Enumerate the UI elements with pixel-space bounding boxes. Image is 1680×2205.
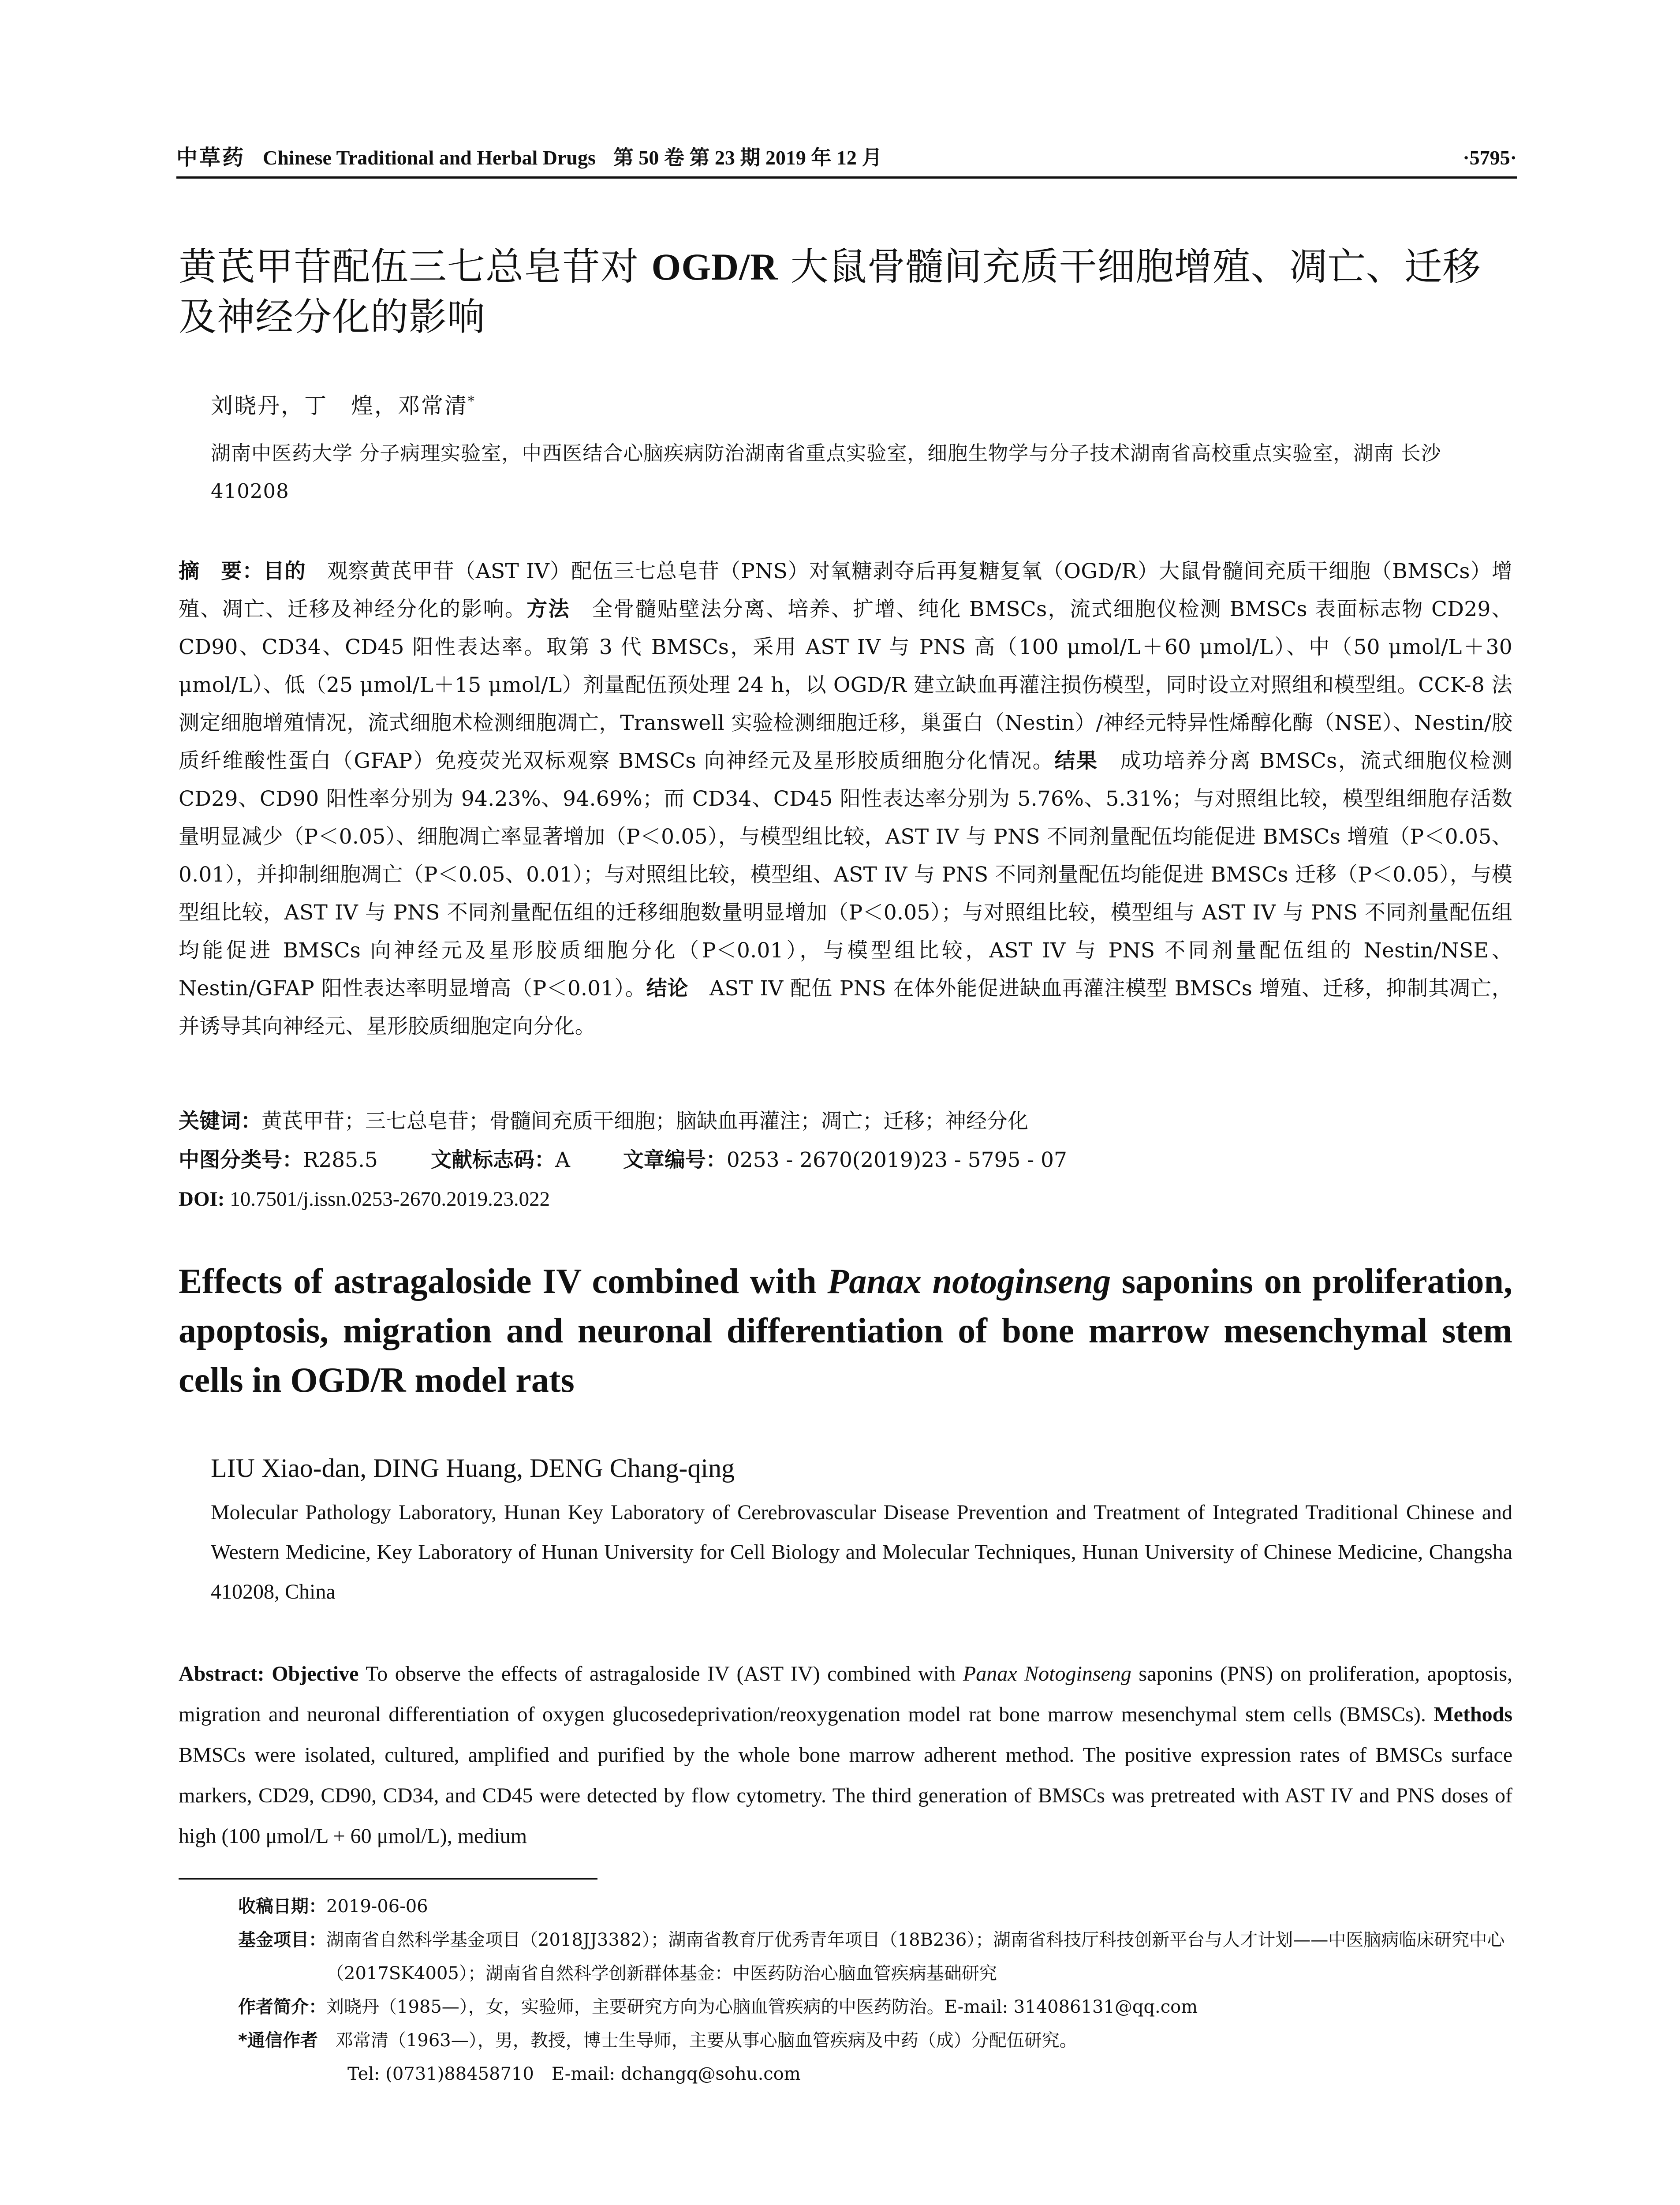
clc-value: R285.5 [303, 1148, 378, 1172]
doc-value: A [555, 1148, 570, 1172]
methods-label-cn: 方法 [526, 597, 570, 621]
abstract-cn-label: 摘 要： [179, 559, 264, 583]
article-value: 0253 - 2670(2019)23 - 5795 - 07 [726, 1148, 1067, 1172]
abstract-en-label: Abstract: Objective [179, 1662, 359, 1686]
footnote-received [238, 1890, 1512, 1923]
title-cn-latin: OGD/R [651, 246, 778, 288]
doi-line [179, 1180, 1512, 1218]
methods-text-en: BMSCs were isolated, cultured, amplified and purified by the whole bone marrow adherent method. The positive expression rates of BMSCs surface markers, CD29, CD90, CD34, and CD45 were detected by flow cytometry. The third generation of BMSCs was pretreated with AST IV and PNS doses of high (100 μmol/L + 60 μmol/L), medium [179, 1743, 1512, 1848]
title-en-italic: Panax notoginseng [827, 1262, 1111, 1301]
objective-text-en-b: saponins (PNS) on proliferation, apoptosis, migration and neuronal differentiation of oxygen glucosedeprivation/reoxygenation model rat bone marrow mesenchymal stem cells (BMSCs). [179, 1662, 1513, 1726]
affiliation-cn: 湖南中医药大学 分子病理实验室，中西医结合心脑疾病防治湖南省重点实验室，细胞生物学与分子技术湖南省高校重点实验室，湖南 长沙 410208 [211, 441, 1441, 503]
objective-text-en-a: To observe the effects of astragaloside IV (AST IV) combined with [358, 1662, 963, 1686]
journal-name-cn: 中草药 [176, 145, 246, 170]
fund-text: 湖南省自然科学基金项目（2018JJ3382）；湖南省教育厅优秀青年项目（18B236）；湖南省科技厅科技创新平台与人才计划——中医脑病临床研究中心（2017SK4005）；湖南省自然科学创新群体基金：中医药防治心脑血管疾病基础研究 [326, 1930, 1505, 1984]
header-rule [176, 176, 1517, 179]
fund-label: 基金项目： [238, 1930, 326, 1950]
authors-cn [211, 388, 476, 420]
corresponding-contact: Tel: (0731)88458710 E-mail: dchangq@sohu.com [347, 2064, 801, 2084]
affiliation-en: Molecular Pathology Laboratory, Hunan Key Laboratory of Cerebrovascular Disease Prevention and Treatment of Integrated Traditional Chinese and Western Medicine, Key Laboratory of Hunan University for Cell Biology and Molecular Techniques, Hunan University of Chinese Medicine, Changsha 410208, China [211, 1501, 1512, 1603]
objective-label-cn: 目的 [263, 559, 306, 583]
running-header-left [176, 140, 882, 171]
abstract-en [179, 1654, 1512, 1857]
doi-label: DOI: [179, 1188, 225, 1211]
footnote-author [238, 1990, 1512, 2024]
title-en-part2: saponins on proliferation, apoptosis, migration and neuronal differentiation of bone marrow mesenchymal stem cells in OGD/R model rats [179, 1262, 1513, 1400]
conclusion-text-cn: AST IV 配伍 PNS 在体外能促进缺血再灌注模型 BMSCs 增殖、迁移，抑制其凋亡，并诱导其向神经元、星形胶质细胞定向分化。 [179, 976, 1512, 1039]
methods-text-cn: 全骨髓贴壁法分离、培养、扩增、纯化 BMSCs，流式细胞仪检测 BMSCs 表面标志物 CD29、CD90、CD34、CD45 阳性表达率。取第 3 代 BMSCs，采用 AST IV 与 PNS 高（100 μmol/L＋60 μmol/L）、中（50 μmol/L＋30 μmol/L）、低（25 μmol/L＋15 μmol/L）剂量配伍预处理 24 h，以 OGD/R 建立缺血再灌注损伤模型，同时设立对照组和模型组。CCK-8 法测定细胞增殖情况，流式细胞术检测细胞凋亡，Transwell 实验检测细胞迁移，巢蛋白（Nestin）/神经元特异性烯醇化酶（NSE）、Nestin/胶质纤维酸性蛋白（GFAP）免疫荧光双标观察 BMSCs 向神经元及星形胶质细胞分化情况。 [179, 597, 1512, 773]
results-text-cn: 成功培养分离 BMSCs，流式细胞仪检测 CD29、CD90 阳性率分别为 94.23%、94.69%；而 CD34、CD45 阳性表达率分别为 5.76%、5.31%；与对照组比较，模型组细胞存活数量明显减少（P＜0.05）、细胞凋亡率显著增加（P＜0.05），与模型组比较，AST IV 与 PNS 不同剂量配伍均能促进 BMSCs 增殖（P＜0.05、0.01），并抑制细胞凋亡（P＜0.05、0.01）；与对照组比较，模型组、AST IV 与 PNS 不同剂量配伍均能促进 BMSCs 迁移（P＜0.05），与模型组比较，AST IV 与 PNS 不同剂量配伍组的迁移细胞数量明显增加（P＜0.05）；与对照组比较，模型组与 AST IV 与 PNS 不同剂量配伍组均能促进 BMSCs 向神经元及星形胶质细胞分化（P＜0.01），与模型组比较，AST IV 与 PNS 不同剂量配伍组的 Nestin/NSE、Nestin/GFAP 阳性表达率明显增高（P＜0.01）。 [179, 749, 1513, 1001]
footnote-fund [238, 1923, 1512, 1990]
footnotes [238, 1890, 1512, 2091]
clc-label: 中图分类号： [179, 1148, 303, 1172]
keywords-cn [179, 1102, 1512, 1140]
clc-code [179, 1141, 378, 1179]
corresponding-text: 邓常清（1963—），男，教授，博士生导师，主要从事心脑血管疾病及中药（成）分配伍研究。 [317, 2030, 1077, 2051]
objective-italic-en: Panax Notoginseng [963, 1662, 1131, 1686]
authors-cn-names: 刘晓丹，丁 煌，邓常清 [211, 393, 468, 419]
objective-text-cn: 观察黄芪甲苷（AST IV）配伍三七总皂苷（PNS）对氧糖剥夺后再复糖复氧（OGD/R）大鼠骨髓间充质干细胞（BMSCs）增殖、凋亡、迁移及神经分化的影响。 [179, 559, 1512, 621]
received-label: 收稿日期： [238, 1896, 326, 1917]
footnote-rule [179, 1878, 597, 1880]
article-number [623, 1141, 1067, 1179]
classification-line [179, 1141, 1512, 1179]
conclusion-label-cn: 结论 [646, 976, 689, 1001]
keywords-label: 关键词： [179, 1109, 261, 1133]
issue-info: 第 50 卷 第 23 期 2019 年 12 月 [613, 146, 882, 169]
abstract-cn [179, 553, 1512, 1046]
authors-en: LIU Xiao-dan, DING Huang, DENG Chang-qing [211, 1454, 735, 1483]
methods-label-en: Methods [1434, 1703, 1512, 1726]
article-label: 文章编号： [623, 1148, 727, 1172]
doi-link[interactable]: 10.7501/j.issn.0253-2670.2019.23.022 [224, 1188, 550, 1211]
journal-name-en: Chinese Traditional and Herbal Drugs [263, 146, 596, 169]
title-cn [179, 242, 1512, 342]
doc-label: 文献标志码： [430, 1148, 555, 1172]
page-number: ·5795· [1463, 146, 1517, 169]
received-date: 2019-06-06 [326, 1896, 428, 1917]
corresponding-label: *通信作者 [238, 2030, 318, 2051]
title-cn-part1: 黄芪甲苷配伍三七总皂苷对 [179, 245, 652, 289]
author-bio-label: 作者简介： [238, 1997, 326, 2017]
title-en-part1: Effects of astragaloside IV combined with [179, 1262, 828, 1301]
title-en [179, 1257, 1512, 1405]
results-label-cn: 结果 [1054, 749, 1098, 773]
keywords-text: 黄芪甲苷；三七总皂苷；骨髓间充质干细胞；脑缺血再灌注；凋亡；迁移；神经分化 [261, 1109, 1028, 1133]
corresponding-mark: * [468, 393, 476, 409]
footnote-corresponding [238, 2024, 1512, 2057]
author-bio-text: 刘晓丹（1985—），女，实验师，主要研究方向为心脑血管疾病的中医药防治。E-mail: 314086131@qq.com [326, 1997, 1198, 2017]
document-code [431, 1141, 570, 1179]
running-header [176, 140, 1517, 171]
title-cn-part2: 大鼠骨髓间充质干细胞增殖、凋亡、迁移及神经分化的影响 [179, 245, 1481, 339]
